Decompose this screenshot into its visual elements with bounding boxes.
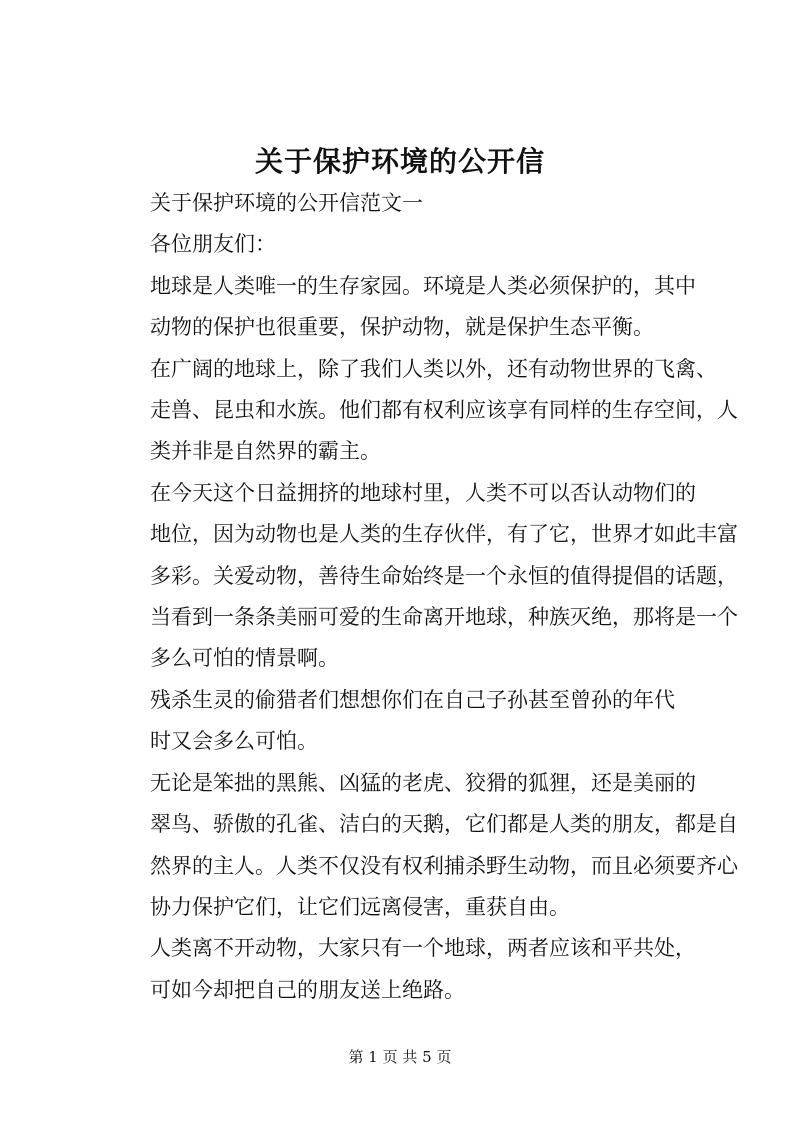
paragraph-1 bbox=[108, 266, 708, 349]
paragraph-line: 时又会多么可怕。 bbox=[150, 729, 318, 754]
page-title: 关于保护环境的公开信 bbox=[254, 145, 545, 178]
greeting bbox=[108, 224, 708, 265]
document-body bbox=[108, 183, 738, 1011]
paragraph-line: 多么可怕的情景啊。 bbox=[150, 646, 339, 671]
subtitle-text: 关于保护环境的公开信范文一 bbox=[150, 191, 423, 215]
paragraph-4 bbox=[108, 680, 708, 763]
paragraph-5 bbox=[108, 763, 738, 929]
paragraph-line: 翠鸟、骄傲的孔雀、洁白的天鹅，它们都是人类的朋友，都是自 bbox=[150, 812, 738, 837]
paragraph-line: 然界的主人。人类不仅没有权利捕杀野生动物，而且必须要齐心 bbox=[150, 853, 738, 878]
page-indicator: 第 1 页 共 5 页 bbox=[348, 1048, 452, 1066]
paragraph-line: 地位，因为动物也是人类的生存伙伴，有了它，世界才如此丰富 bbox=[150, 522, 738, 547]
paragraph-line: 类并非是自然界的霸主。 bbox=[150, 439, 381, 464]
paragraph-line: 在今天这个日益拥挤的地球村里，人类不可以否认动物们的 bbox=[150, 480, 696, 505]
paragraph-line: 多彩。关爱动物，善待生命始终是一个永恒的值得提倡的话题， bbox=[150, 563, 738, 588]
paragraph-line: 协力保护它们，让它们远离侵害，重获自由。 bbox=[150, 894, 570, 919]
paragraph-line: 在广阔的地球上，除了我们人类以外，还有动物世界的飞禽、 bbox=[150, 356, 717, 381]
paragraph-line: 当看到一条条美丽可爱的生命离开地球，种族灭绝，那将是一个 bbox=[150, 605, 738, 630]
greeting-text: 各位朋友们： bbox=[150, 232, 276, 257]
paragraph-6 bbox=[108, 928, 708, 1011]
paragraph-line: 地球是人类唯一的生存家园。环境是人类必须保护的，其中 bbox=[150, 273, 696, 298]
paragraph-line: 可如今却把自己的朋友送上绝路。 bbox=[150, 977, 465, 1002]
paragraph-line: 人类离不开动物，大家只有一个地球，两者应该和平共处， bbox=[150, 936, 696, 961]
paragraph-line: 动物的保护也很重要，保护动物，就是保护生态平衡。 bbox=[150, 315, 654, 340]
paragraph-line: 无论是笨拙的黑熊、凶猛的老虎、狡猾的狐狸，还是美丽的 bbox=[150, 770, 696, 795]
paragraph-3 bbox=[108, 473, 738, 680]
paragraph-line: 走兽、昆虫和水族。他们都有权利应该享有同样的生存空间，人 bbox=[150, 398, 738, 423]
subtitle bbox=[108, 183, 708, 224]
paragraph-line: 残杀生灵的偷猎者们想想你们在自己子孙甚至曾孙的年代 bbox=[150, 687, 675, 712]
paragraph-2 bbox=[108, 349, 738, 473]
